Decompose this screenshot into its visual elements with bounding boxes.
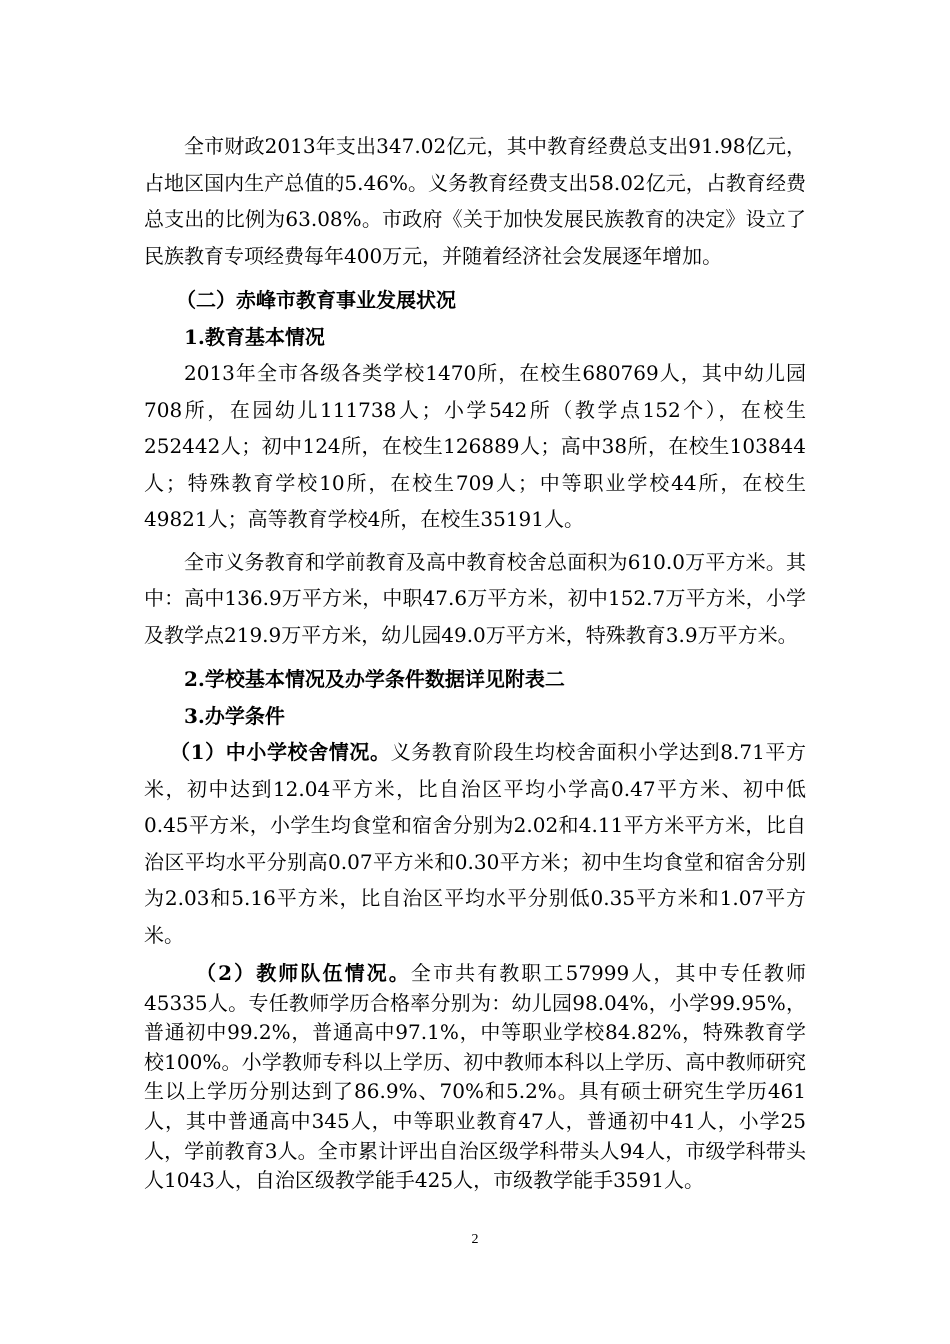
document-body — [144, 128, 806, 1196]
paragraph-campus-body: 义务教育阶段生均校舍面积小学达到8.71平方米，初中达到12.04平方米，比自治区平均小学高0.47平方米、初中低0.45平方米，小学生均食堂和宿舍分别为2.02和4.11平方米平方米，比自治区平均水平分别高0.07平方米和0.30平方米；初中生均食堂和宿舍分别为2.03和5.16平方米，比自治区平均水平分别低0.35平方米和1.07平方米。 — [144, 740, 807, 947]
heading-conditions: 3.办学条件 — [184, 703, 285, 728]
paragraph-teachers-lead: （2）教师队伍情况。 — [196, 961, 411, 985]
heading-appendix: 2.学校基本情况及办学条件数据详见附表二 — [184, 667, 565, 691]
paragraph-teachers-body: 全市共有教职工57999人，其中专任教师45335人。专任教师学历合格率分别为：幼儿园98.04%，小学99.95%，普通初中99.2%，普通高中97.1%，中等职业学校84.82%，特殊教育学校100%。小学教师专科以上学历、初中教师本科以上学历、高中教师研究生以上学历分别达到了86.9%、70%和5.2%。具有硕士研究生学历461人，其中普通高中345人，中等职业教育47人，普通初中41人，小学25人，学前教育3人。全市累计评出自治区级学科带头人94人，市级学科带头人1043人，自治区级教学能手425人，市级教学能手3591人。 — [144, 961, 807, 1193]
paragraph-campus-lead: （1）中小学校舍情况。 — [170, 740, 391, 764]
heading-section-two: （二）赤峰市教育事业发展状况 — [176, 288, 456, 312]
paragraph-schools-count: 2013年全市各级各类学校1470所，在校生680769人，其中幼儿园708所，在园幼儿111738人；小学542所（教学点152个），在校生252442人；初中124所，在校生126889人；高中38所，在校生103844人；特殊教育学校10所，在校生709人；中等职业学校44所，在校生49821人；高等教育学校4所，在校生35191人。 — [144, 361, 806, 531]
paragraph-building-area: 全市义务教育和学前教育及高中教育校舍总面积为610.0万平方米。其中：高中136.9万平方米，中职47.6万平方米，初中152.7万平方米，小学及教学点219.9万平方米，幼儿园49.0万平方米，特殊教育3.9万平方米。 — [144, 549, 806, 647]
heading-basic-situation: 1.教育基本情况 — [184, 324, 325, 349]
paragraph-teachers — [144, 959, 806, 1196]
paragraph-campus — [144, 734, 806, 953]
page-number: 2 — [471, 1232, 479, 1247]
paragraph-finance: 全市财政2013年支出347.02亿元，其中教育经费总支出91.98亿元，占地区国内生产总值的5.46%。义务教育经费支出58.02亿元，占教育经费总支出的比例为63.08%。市政府《关于加快发展民族教育的决定》设立了民族教育专项经费每年400万元，并随着经济社会发展逐年增加。 — [144, 134, 806, 268]
